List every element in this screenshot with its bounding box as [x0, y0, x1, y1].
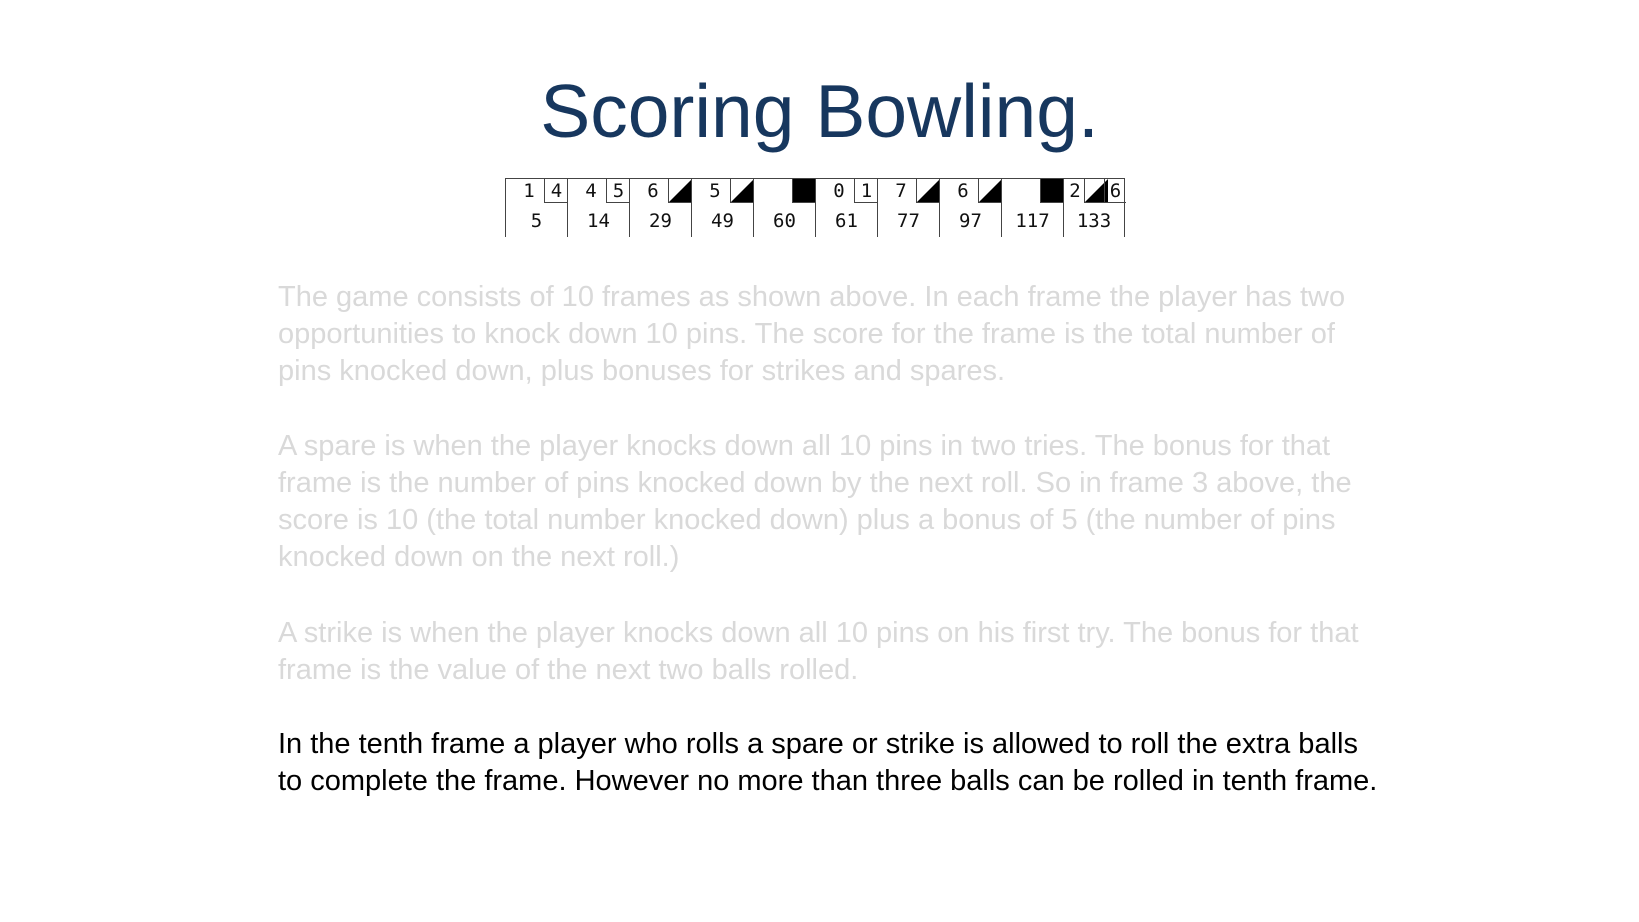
- ball-1: 2: [1069, 180, 1081, 202]
- ball-2: 1: [854, 179, 878, 203]
- cumulative-score: 49: [711, 210, 734, 232]
- ball-1: [768, 179, 786, 203]
- spare-mark-icon: [731, 179, 754, 202]
- frame-1: [505, 178, 567, 237]
- ball-1: 0: [833, 180, 845, 202]
- ball-2: [792, 179, 816, 203]
- ball-1: [1016, 179, 1034, 203]
- slide-title: Scoring Bowling.: [540, 69, 1099, 153]
- ball-1: 1: [523, 180, 535, 202]
- frame-3: [629, 178, 691, 237]
- frame-7: [877, 178, 939, 237]
- ball-2: [1040, 179, 1064, 203]
- frame-balls: [630, 178, 691, 205]
- frame-balls: [1002, 178, 1063, 205]
- ball-2: [916, 179, 940, 203]
- frame-balls: [754, 178, 815, 205]
- spare-mark-icon: [917, 179, 940, 202]
- spare-mark-icon: [979, 179, 1002, 202]
- bowling-scoresheet: [505, 178, 1125, 237]
- paragraph-tenth-frame: In the tenth frame a player who rolls a spare or strike is allowed to roll the extra balls to complete the frame. However no more than three balls can be rolled in tenth frame.: [278, 728, 1378, 797]
- frame-balls: [568, 178, 629, 205]
- ball-2: 5: [606, 179, 630, 203]
- frame-9: [1001, 178, 1063, 237]
- frame-balls: [1064, 178, 1124, 205]
- cumulative-score: 61: [835, 210, 858, 232]
- frame-balls: [878, 178, 939, 205]
- ball-3: 6: [1104, 179, 1126, 203]
- paragraph-spare: A spare is when the player knocks down all 10 pins in two tries. The bonus for that frame is the number of pins knocked down by the next roll. So in frame 3 above, the score is 10 (the total number knocked down) plus a bonus of 5 (the number of pins knocked down on the next roll.): [278, 430, 1352, 573]
- frame-balls: [940, 178, 1001, 205]
- ball-1: 7: [895, 180, 907, 202]
- ball-1: 6: [647, 180, 659, 202]
- frame-5: [753, 178, 815, 237]
- strike-mark-icon: [1041, 179, 1064, 202]
- ball-2: [668, 179, 692, 203]
- frame-2: [567, 178, 629, 237]
- cumulative-score: 97: [959, 210, 982, 232]
- cumulative-score: 29: [649, 210, 672, 232]
- spare-mark-icon: [669, 179, 692, 202]
- cumulative-score: 60: [773, 210, 796, 232]
- ball-2: 4: [544, 179, 568, 203]
- strike-mark-icon: [793, 179, 816, 202]
- frame-10: [1063, 178, 1125, 237]
- frame-6: [815, 178, 877, 237]
- ball-1: 5: [709, 180, 721, 202]
- cumulative-score: 14: [587, 210, 610, 232]
- frame-balls: [506, 178, 567, 205]
- frame-8: [939, 178, 1001, 237]
- cumulative-score: 133: [1076, 210, 1112, 232]
- frame-4: [691, 178, 753, 237]
- paragraph-frames: The game consists of 10 frames as shown above. In each frame the player has two opportunities to knock down 10 pins. The score for the frame is the total number of pins knocked down, plus bonuses for strikes and spares.: [278, 281, 1346, 387]
- cumulative-score: 117: [1015, 210, 1050, 232]
- frame-balls: [816, 178, 877, 205]
- ball-2: [978, 179, 1002, 203]
- paragraph-strike: A strike is when the player knocks down all 10 pins on his first try. The bonus for that frame is the value of the next two balls rolled.: [278, 617, 1359, 686]
- frame-balls: [692, 178, 753, 205]
- cumulative-score: 77: [897, 210, 920, 232]
- ball-2: [730, 179, 754, 203]
- cumulative-score: 5: [530, 210, 543, 232]
- ball-1: 4: [585, 180, 597, 202]
- ball-1: 6: [957, 180, 969, 202]
